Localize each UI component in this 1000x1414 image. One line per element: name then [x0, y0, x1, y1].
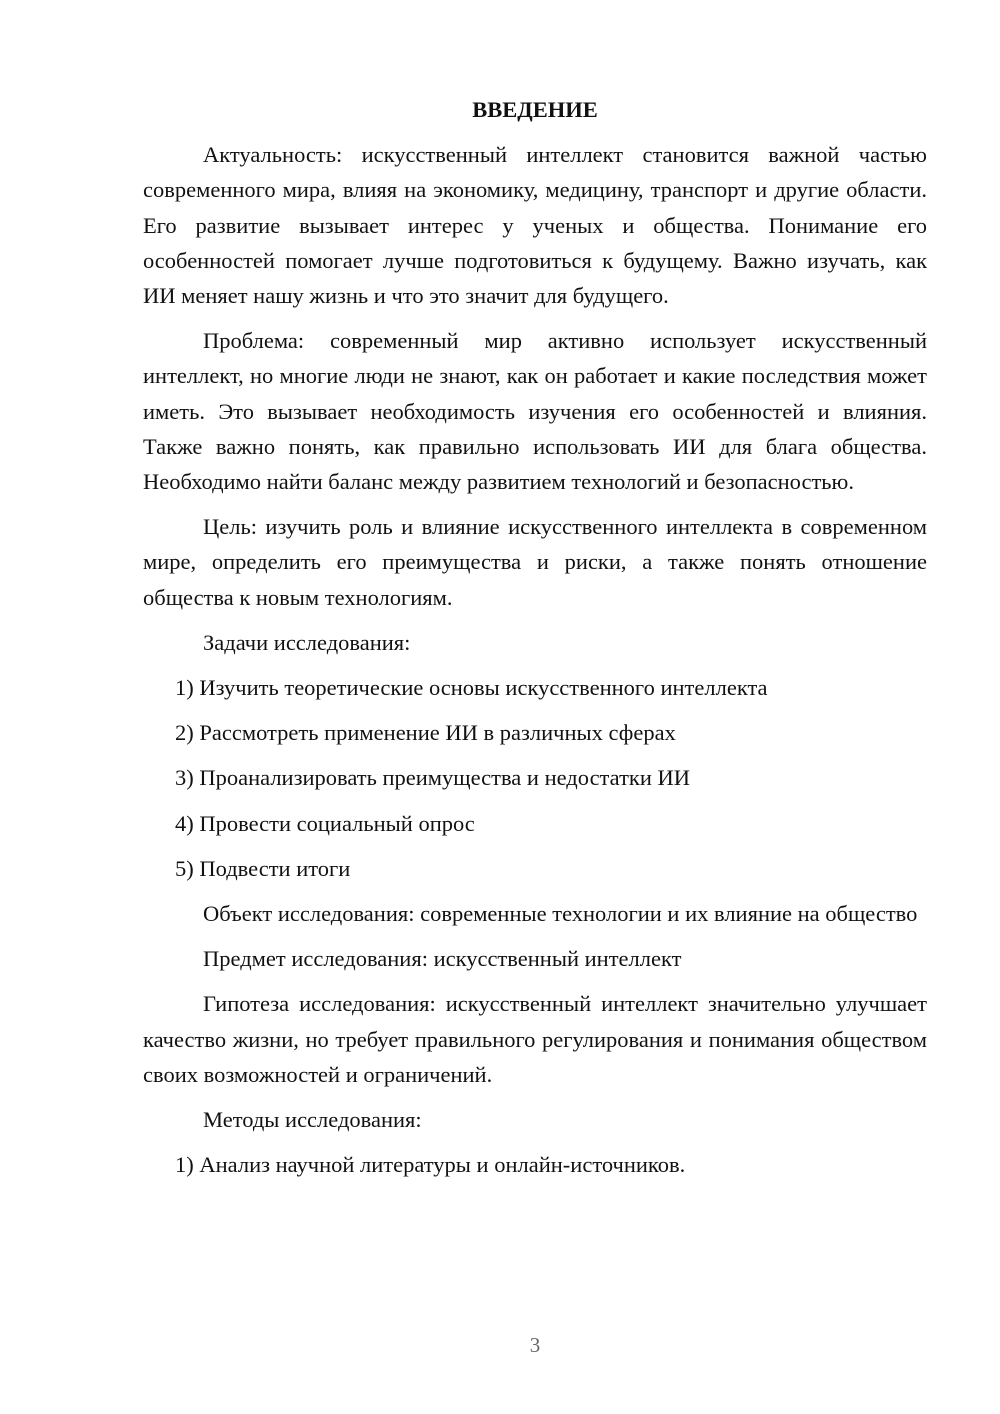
task-list-item: 1) Изучить теоретические основы искусственного интеллекта [175, 675, 768, 701]
goal-paragraph: Цель: изучить роль и влияние искусственного интеллекта в современном мире, определить его преимущества и риски, а также понять отношение общества к новым технологиям. [143, 514, 927, 610]
page-title: ВВЕДЕНИЕ [472, 97, 598, 122]
methods-heading: Методы исследования: [203, 1107, 422, 1133]
method-list-item: 1) Анализ научной литературы и онлайн-источников. [175, 1152, 686, 1178]
task-list-item: 4) Провести социальный опрос [175, 810, 475, 836]
task-list-item: 5) Подвести итоги [175, 855, 351, 881]
subject-paragraph: Предмет исследования: искусственный интеллект [203, 946, 682, 972]
problem-paragraph: Проблема: современный мир активно использует искусственный интеллект, но многие люди не знают, как он работает и какие последствия может иметь. Это вызывает необходимость изучения его особенностей и влияния. Также важно понять, как правильно использовать ИИ для блага общества. Необходимо найти баланс между развитием технологий и безопасностью. [143, 328, 927, 495]
relevance-paragraph: Актуальность: искусственный интеллект становится важной частью современного мира, влияя на экономику, медицину, транспорт и другие области. Его развитие вызывает интерес у ученых и общества. Понимание его особенностей помогает лучше подготовиться к будущему. Важно изучать, как ИИ меняет нашу жизнь и что это значит для будущего. [143, 142, 927, 309]
page-number: 3 [529, 1333, 541, 1357]
task-list-item: 2) Рассмотреть применение ИИ в различных сферах [175, 720, 676, 746]
page-body [143, 92, 927, 1192]
task-list-item: 3) Проанализировать преимущества и недостатки ИИ [175, 765, 690, 791]
hypothesis-paragraph: Гипотеза исследования: искусственный интеллект значительно улучшает качество жизни, но требует правильного регулирования и понимания обществом своих возможностей и ограничений. [143, 991, 927, 1087]
tasks-heading: Задачи исследования: [203, 629, 411, 655]
object-paragraph: Объект исследования: современные технологии и их влияние на общество [203, 901, 918, 927]
